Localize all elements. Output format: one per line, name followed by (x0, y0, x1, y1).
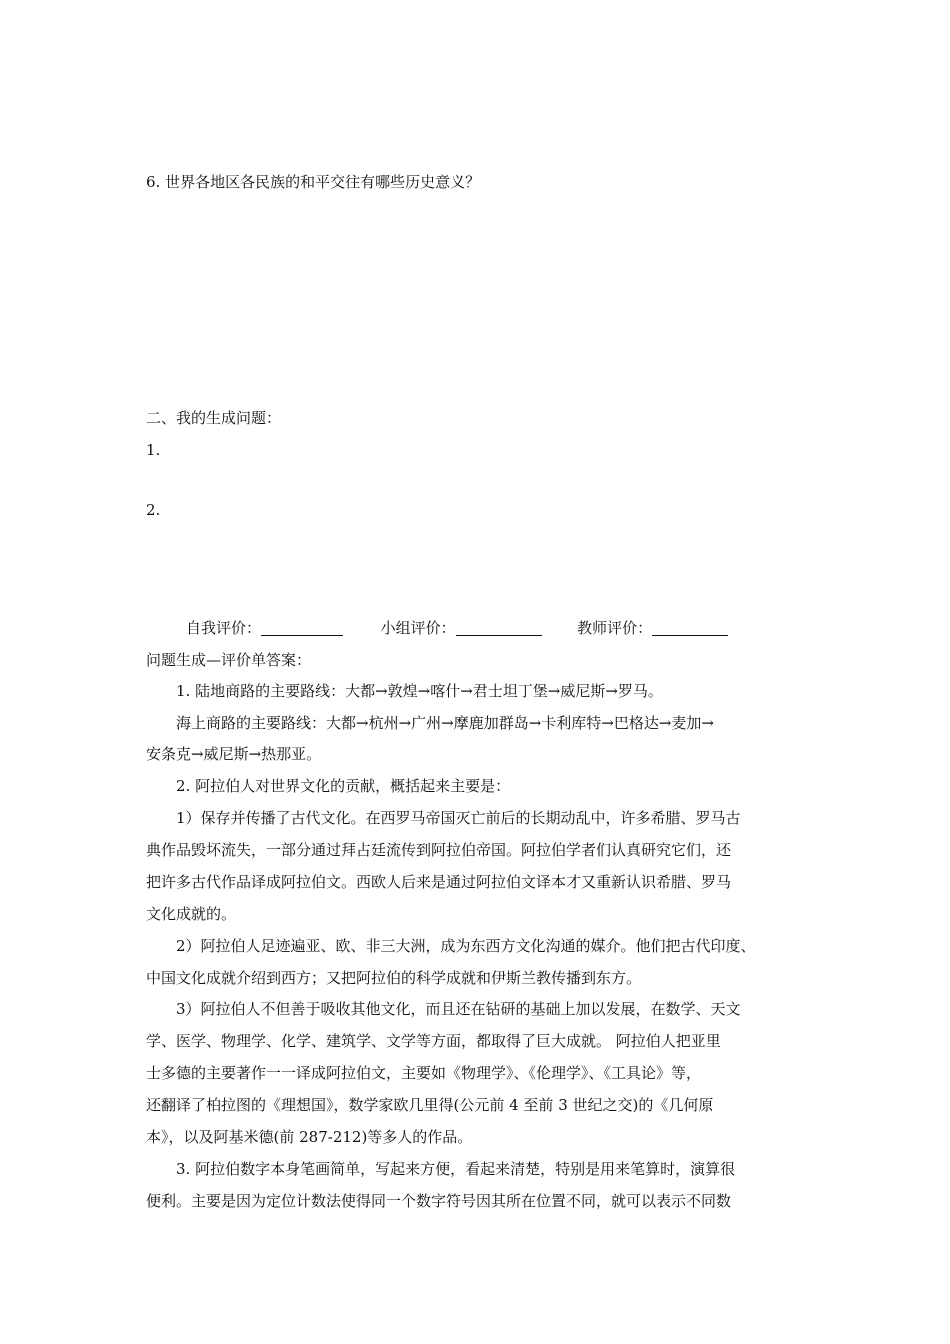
answer-2-point-2-cont: 中国文化成就介绍到西方；又把阿拉伯的科学成就和伊斯兰教传播到东方。 (146, 969, 642, 987)
answer-2-point-3-cont: 本》，以及阿基米德(前 287-212)等多人的作品。 (146, 1128, 473, 1146)
answer-2-point-3-cont: 士多德的主要著作一一译成阿拉伯文，主要如《物理学》、《伦理学》、《工具论》等， (146, 1064, 702, 1082)
answer-1-sea-cont: 安条克→威尼斯→热那亚。 (146, 745, 322, 763)
answer-2-point-1-cont: 文化成就的。 (146, 905, 237, 923)
answer-2-point-1-cont: 把许多古代作品译成阿拉伯文。西欧人后来是通过阿拉伯文译本才又重新认识希腊、罗马 (146, 873, 732, 891)
section-2-title: 二、我的生成问题： (146, 409, 282, 427)
group-evaluation-blank[interactable] (456, 619, 542, 636)
teacher-evaluation-label: 教师评价： (577, 619, 653, 637)
answer-2-point-3-cont: 还翻译了柏拉图的《理想国》，数学家欧几里得(公元前 4 至前 3 世纪之交)的《几何原 (146, 1096, 714, 1114)
answer-2-point-1-cont: 典作品毁坏流失，一部分通过拜占廷流传到阿拉伯帝国。阿拉伯学者们认真研究它们，还 (146, 841, 732, 859)
answer-2-point-3-cont: 学、医学、物理学、化学、建筑学、文学等方面，都取得了巨大成就。 阿拉伯人把亚里 (146, 1032, 721, 1050)
question-6: 6. 世界各地区各民族的和平交往有哪些历史意义？ (146, 173, 481, 191)
evaluation-row (186, 618, 728, 638)
answer-3: 3. 阿拉伯数字本身笔画简单，写起来方便，看起来清楚，特别是用来笔算时，演算很 (176, 1160, 736, 1178)
answer-2-point-3: 3）阿拉伯人不但善于吸收其他文化，而且还在钻研的基础上加以发展，在数学、天文 (176, 1000, 741, 1018)
answer-1-sea: 海上商路的主要路线：大都→杭州→广州→摩鹿加群岛→卡利库特→巴格达→麦加→ (176, 714, 714, 732)
teacher-evaluation-blank[interactable] (652, 619, 728, 636)
self-evaluation-label: 自我评价： (186, 619, 262, 637)
generated-question-2: 2. (146, 501, 161, 519)
answer-2-point-1: 1）保存并传播了古代文化。在西罗马帝国灭亡前后的长期动乱中，许多希腊、罗马古 (176, 809, 741, 827)
answer-2-point-2: 2）阿拉伯人足迹遍亚、欧、非三大洲，成为东西方文化沟通的媒介。他们把古代印度、 (176, 937, 756, 955)
answer-1-land: 1. 陆地商路的主要路线：大都→敦煌→喀什→君士坦丁堡→威尼斯→罗马。 (176, 682, 663, 700)
answer-2-intro: 2. 阿拉伯人对世界文化的贡献，概括起来主要是： (176, 777, 511, 795)
generated-question-1: 1. (146, 441, 161, 459)
answer-3-cont: 便利。主要是因为定位计数法使得同一个数字符号因其所在位置不同，就可以表示不同数 (146, 1192, 732, 1210)
group-evaluation-label: 小组评价： (380, 619, 456, 637)
answers-title: 问题生成—评价单答案： (146, 651, 312, 669)
self-evaluation-blank[interactable] (261, 619, 343, 636)
